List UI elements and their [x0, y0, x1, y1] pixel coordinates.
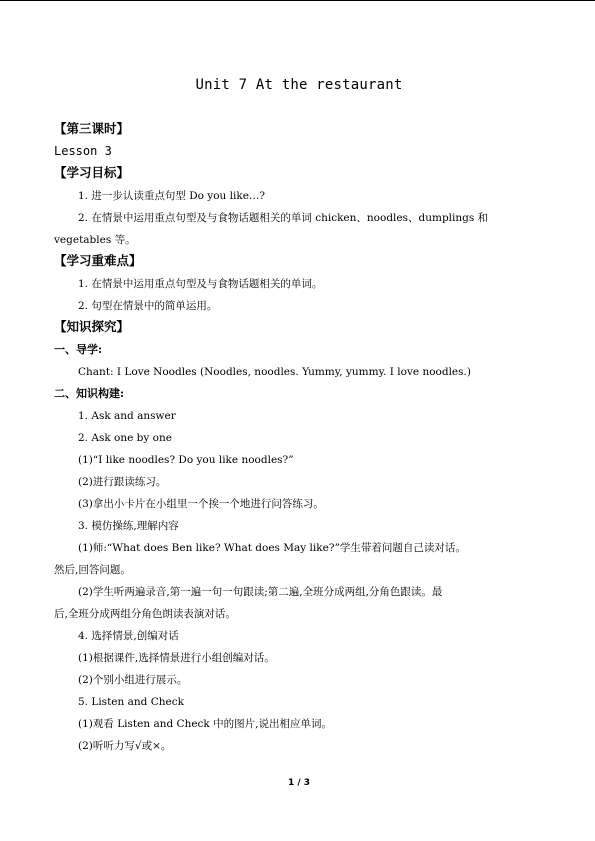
section-heading-exploration: 【知识探究】	[54, 319, 130, 334]
step-2: 2. Ask one by one	[78, 432, 172, 444]
lesson-label: Lesson 3	[54, 144, 112, 158]
subheading-guide: 一、导学:	[54, 343, 103, 356]
step-2-sub-2: (2)进行跟读练习。	[78, 476, 167, 488]
page-number: 1 / 3	[287, 778, 311, 788]
step-1: 1. Ask and answer	[78, 410, 176, 422]
step-2-sub-3: (3)拿出小卡片在小组里一个挨一个地进行问答练习。	[78, 498, 324, 510]
step-3: 3. 模仿操练,理解内容	[78, 520, 179, 532]
section-heading-period: 【第三课时】	[54, 121, 130, 136]
step-5-sub-1: (1)观看 Listen and Check 中的图片,说出相应单词。	[78, 718, 332, 730]
section-heading-objectives: 【学习目标】	[54, 165, 130, 180]
step-4: 4. 选择情景,创编对话	[78, 630, 179, 642]
key-point-item-2: 2. 句型在情景中的简单运用。	[78, 300, 218, 312]
step-5-sub-2: (2)听听力写√或×。	[78, 740, 172, 752]
step-4-sub-2: (2)个别小组进行展示。	[78, 674, 188, 686]
objective-item-1: 1. 进一步认读重点句型 Do you like…?	[78, 190, 266, 202]
section-heading-key-points: 【学习重难点】	[54, 253, 142, 268]
step-3-sub-2: (2)学生听两遍录音,第一遍一句一句跟读;第二遍,全班分成两组,分角色跟读。最	[78, 586, 443, 598]
step-3-sub-1-cont: 然后,回答问题。	[54, 564, 131, 576]
step-2-sub-1: (1)“I like noodles? Do you like noodles?”	[78, 454, 294, 466]
step-3-sub-2-cont: 后,全班分成两组分角色朗读表演对话。	[54, 608, 236, 620]
chant-line: Chant: I Love Noodles (Noodles, noodles. Yummy, yummy. I love noodles.)	[78, 366, 471, 378]
step-5: 5. Listen and Check	[78, 696, 184, 708]
header-rule	[0, 0, 595, 1]
objective-item-2: 2. 在情景中运用重点句型及与食物话题相关的单词 chicken、noodles、dumplings 和	[78, 212, 489, 224]
subheading-construction: 二、知识构建:	[54, 387, 125, 400]
step-4-sub-1: (1)根据课件,选择情景进行小组创编对话。	[78, 652, 275, 664]
step-3-sub-1: (1)师:“What does Ben like? What does May like?”学生带着问题自己读对话。	[78, 542, 466, 554]
objective-item-2-cont: vegetables 等。	[54, 234, 136, 246]
key-point-item-1: 1. 在情景中运用重点句型及与食物话题相关的单词。	[78, 278, 323, 290]
document-title: Unit 7 At the restaurant	[195, 77, 403, 93]
